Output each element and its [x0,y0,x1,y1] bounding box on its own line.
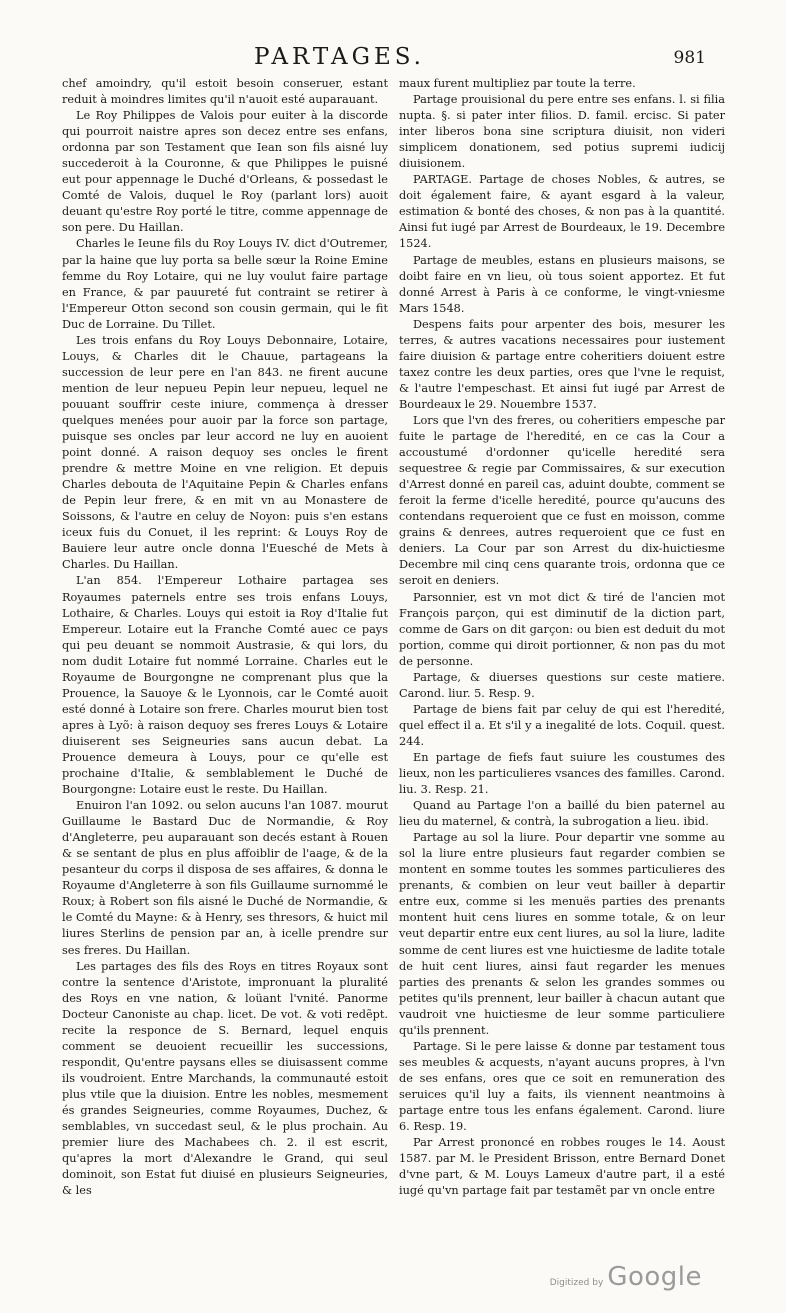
paragraph: Partage. Si le pere laisse & donne par testament tous ses meubles & acquests, n'ayant aucuns propres, à l'vn de ses enfans, ores que ce soit en remuneration des seruices qu'il luy a faits, ils viennent neantmoins à partage entre tous les enfans également. Carond. liure 6. Resp. 19. [399,1039,725,1134]
paragraph: Lors que l'vn des freres, ou coheritiers empesche par fuite le partage de l'heredité, en ce cas la Cour a accoustumé d'ordonner qu'icelle heredité sera sequestree & regie par Commissaires, & sur execution d'Arrest donné en pareil cas, aduint doubte, comment se feroit la ferme d'icelle heredité, pource qu'aucuns des contendans requeroient que ce fust en moisson, comme grains & denrees, autres requeroient que ce fust en deniers. La Cour par son Arrest du dix-huictiesme Decembre mil cinq cens quarante trois, ordonna que ce seroit en deniers. [399,413,725,588]
paragraph: Partage, & diuerses questions sur ceste matiere. Carond. liur. 5. Resp. 9. [399,670,725,700]
paragraph: Quand au Partage l'on a baillé du bien paternel au lieu du maternel, & contrà, la subrogation a lieu. ibid. [399,799,725,829]
paragraph: Les trois enfans du Roy Louys Debonnaire, Lotaire, Louys, & Charles dit le Chauue, partageans la succession de leur pere en l'an 843. ne firent aucune mention de leur nepueu Pepin leur nepueu, lequel ne pouuant souffrir ceste iniure, commença à dresser quelques menées pour auoir par la force son partage, puisque ses oncles par leur accord ne luy en auoient point donné. A raison dequoy ses oncles le firent prendre & mettre Moine en vne religion. Et depuis Charles debouta de l'Aquitaine Pepin & Charles enfans de Pepin leur frere, & en mit vn au Monastere de Soissons, & l'autre en celuy de Noyon: puis s'en estans iceux fuis du Conuet, il les reprint: & Louys Roy de Bauiere leur autre oncle donna l'Euesché de Mets à Charles. Du Haillan. [62,333,388,572]
left-column [62,76,388,1199]
paragraph: Despens faits pour arpenter des bois, mesurer les terres, & autres vacations necessaires pour iustement faire diuision & partage entre coheritiers doiuent estre taxez contre les deux parties, ores que l'vne le requist, & l'autre l'empeschast. Et ainsi fut iugé par Arrest de Bourdeaux le 29. Nouembre 1537. [399,317,725,411]
paragraph: L'an 854. l'Empereur Lothaire partagea ses Royaumes paternels entre ses trois enfans Louys, Lothaire, & Charles. Louys qui estoit ia Roy d'Italie fut Empereur. Lotaire eut la Franche Comté auec ce pays qui peu deuant se nommoit Austrasie, & qui lors, du nom dudit Lotaire fut nommé Lorraine. Charles eut le Royaume de Bourgongne ne comprenant plus que la Prouence, la Sauoye & le Lyonnois, car le Comté auoit esté donné à Lotaire son frere. Charles mourut bien tost apres à Lyõ: à raison dequoy ses freres Louys & Lotaire diuiserent ses Seigneuries sans aucun debat. La Prouence demeura à Louys, pour ce qu'elle est prochaine d'Italie, & semblablement le Duché de Bourgongne: Lotaire eust le reste. Du Haillan. [62,574,388,797]
digitized-label: Digitized by [549,1278,604,1288]
paragraph: Enuiron l'an 1092. ou selon aucuns l'an 1087. mourut Guillaume le Bastard Duc de Normandie, & Roy d'Angleterre, peu auparauant son decés estant à Rouen & se sentant de plus en plus affoiblir de l'aage, & de la pesanteur du corps il disposa de ses affaires, & donna le Royaume d'Angleterre à son fils Guillaume surnommé le Roux; à Robert son fils aisné le Duché de Normandie, & le Comté du Mayne: & à Henry, ses thresors, & huict mil liures Sterlins de pension par an, à icelle prendre sur ses freres. Du Haillan. [62,799,388,957]
paragraph: Partage au sol la liure. Pour departir vne somme au sol la liure entre plusieurs faut regarder combien se montent en somme toutes les sommes particulieres des prenants, & combien on leur veut bailler à departir entre eux, comme si les menuës parties des prenants montent huit cens liures en somme totale, & on leur veut departir entre eux cent liures, au sol la liure, ladite somme de cent liures est vne huictiesme de ladite totale de huit cent liures, ainsi faut regarder les menues parties des prenants & selon les grandes sommes ou petites qu'ils prennent, leur bailler à chacun autant que vaudroit vne huictiesme de leur somme particuliere qu'ils prennent. [399,831,725,1037]
paragraph: Partage de biens fait par celuy de qui est l'heredité, quel effect il a. Et s'il y a inegalité de lots. Coquil. quest. 244. [399,702,725,748]
paragraph: Par Arrest prononcé en robbes rouges le 14. Aoust 1587. par M. le President Brisson, entre Bernard Donet d'vne part, & M. Louys Lameux d'autre part, il a esté iugé qu'vn partage fait par testamẽt par vn oncle entre [399,1136,725,1198]
paragraph: En partage de fiefs faut suiure les coustumes des lieux, non les particulieres vsances des familles. Carond. liu. 3. Resp. 21. [399,750,725,797]
running-head [0,44,786,74]
paragraph: maux furent multipliez par toute la terre. [399,77,636,90]
right-column [399,76,725,1199]
page-number: 981 [673,48,706,68]
paragraph: Parsonnier, est vn mot dict & tiré de l'ancien mot François parçon, qui est diminutif de la diction part, comme de Gars on dit garçon: ou bien est deduit du mot portion, comme qui diroit portionner, & non pas du mot de personne. [399,590,725,668]
paragraph: Partage prouisional du pere entre ses enfans. l. si filia nupta. §. si pater inter filios. D. famil. ercisc. Si pater inter liberos bona sine scriptura diuisit, non videri simplicem donationem, sed potius supremi iudicij diuisionem. [399,93,725,171]
running-title: PARTAGES. [254,44,425,70]
paragraph: Le Roy Philippes de Valois pour euiter à la discorde qui pourroit naistre apres son decez entre ses enfans, ordonna par son Testament que Iean son fils aisné luy succederoit à la Couronne, & que Philippes le puisné eut pour appennage le Duché d'Orleans, & possedast le Comté de Valois, duquel le Roy (parlant lors) auoit deuant qu'estre Roy porté le titre, comme appennage de son pere. Du Haillan. [62,109,388,235]
paragraph: Les partages des fils des Roys en titres Royaux sont contre la sentence d'Aristote, impronuant la pluralité des Roys en vne nation, & loüant l'vnité. Panorme Docteur Canoniste au chap. licet. De vot. & voti redẽpt. recite la responce de S. Bernard, lequel enquis comment se deuoient recueillir les successions, respondit, Qu'entre paysans elles se diuisassent comme ils voudroient. Entre Marchands, la communauté estoit plus vtile que la diuision. Entre les nobles, mesmement és grandes Seigneuries, comme Royaumes, Duchez, & semblables, vn succedast seul, & le plus prochain. Au premier liure des Machabees ch. 2. il est escrit, qu'apres la mort d'Alexandre le Grand, qui seul dominoit, son Estat fut diuisé en plusieurs Seigneuries, & les [62,959,388,1198]
paragraph: PARTAGE. Partage de choses Nobles, & autres, se doit également faire, & ayant esgard à la valeur, estimation & bonté des choses, & non pas à la quantité. Ainsi fut iugé par Arrest de Bourdeaux, le 19. Decembre 1524. [399,173,725,251]
google-logo: Google [607,1262,702,1292]
paragraph: Charles le Ieune fils du Roy Louys IV. dict d'Outremer, par la haine que luy porta sa belle sœur la Roine Emine femme du Roy Lotaire, qui ne luy voulut faire partage en France, & par pauureté fut contraint se retirer à l'Empereur Otton second son cousin germain, qui le fit Duc de Lorraine. Du Tillet. [62,237,388,331]
digitized-watermark [550,1262,702,1292]
paragraph: Partage de meubles, estans en plusieurs maisons, se doibt faire en vn lieu, où tous soient apportez. Et fut donné Arrest à Paris à ce conforme, le vingt-vniesme Mars 1548. [399,253,725,315]
paragraph: chef amoindry, qu'il estoit besoin conseruer, estant reduit à moindres limites qu'il n'auoit esté auparauant. [62,77,388,107]
